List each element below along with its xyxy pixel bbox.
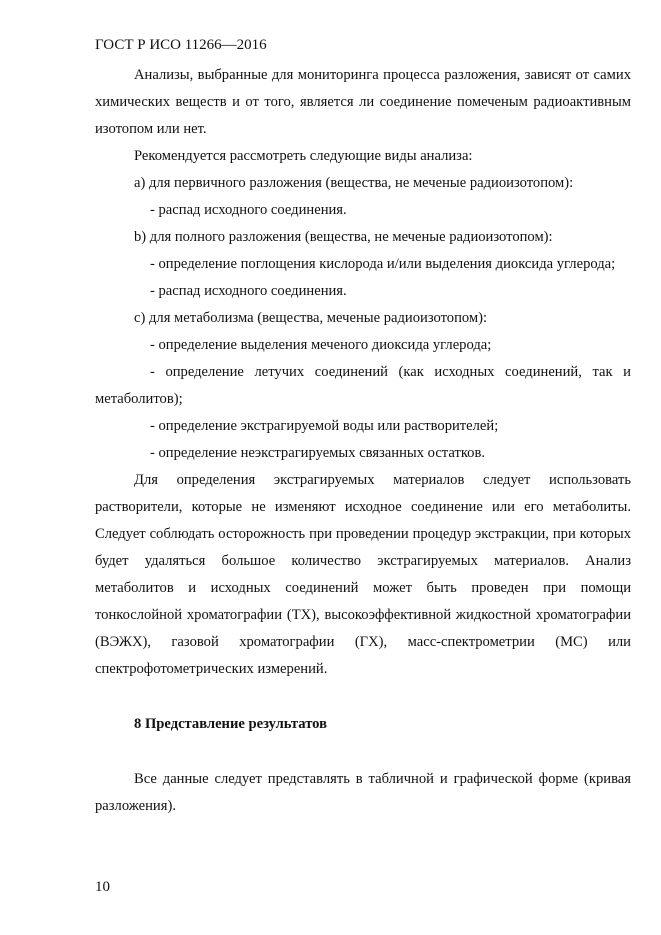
list-subitem: - определение выделения меченого диоксида углерода; [150, 337, 492, 353]
paragraph: Для определения экстрагируемых материалов следует использовать растворители, которые не изменяют исходное соединение или его метаболиты. Следует соблюдать осторожность при проведении процедур экстракции, при которых будет удаляться большое количество экстрагируемых материалов. Анализ метаболитов и исходных соединений может быть проведен при помощи тонкослойной хроматографии (ТХ), высокоэффективной жидкостной хроматографии (ВЭЖХ), газовой хроматографии (ГХ), масс-спектрометрии (МС) или спектрофотометрических измерений. [95, 472, 631, 677]
paragraph: Анализы, выбранные для мониторинга процесса разложения, зависят от самих химических веществ и от того, является ли соединение помеченым радиоактивным изотопом или нет. [95, 67, 631, 137]
list-subitem: - определение экстрагируемой воды или растворителей; [150, 418, 499, 434]
list-subitem: - определение летучих соединений (как исходных соединений, так и метаболитов); [95, 364, 631, 407]
section-title: 8 Представление результатов [134, 716, 327, 732]
list-item: a) для первичного разложения (вещества, не меченые радиоизотопом): [134, 175, 574, 191]
paragraph: Рекомендуется рассмотреть следующие виды анализа: [134, 148, 473, 164]
page-number: 10 [95, 879, 110, 895]
list-subitem: - определение неэкстрагируемых связанных остатков. [150, 445, 486, 461]
paragraph: Все данные следует представлять в табличной и графической форме (кривая разложения). [95, 771, 631, 814]
standard-header: ГОСТ Р ИСО 11266—2016 [95, 37, 267, 53]
list-subitem: - распад исходного соединения. [150, 202, 347, 218]
list-item: c) для метаболизма (вещества, меченые радиоизотопом): [134, 310, 488, 326]
list-subitem: - определение поглощения кислорода и/или выделения диоксида углерода; [150, 256, 616, 272]
list-item: b) для полного разложения (вещества, не меченые радиоизотопом): [134, 229, 553, 245]
document-body [95, 62, 631, 820]
list-subitem: - распад исходного соединения. [150, 283, 347, 299]
